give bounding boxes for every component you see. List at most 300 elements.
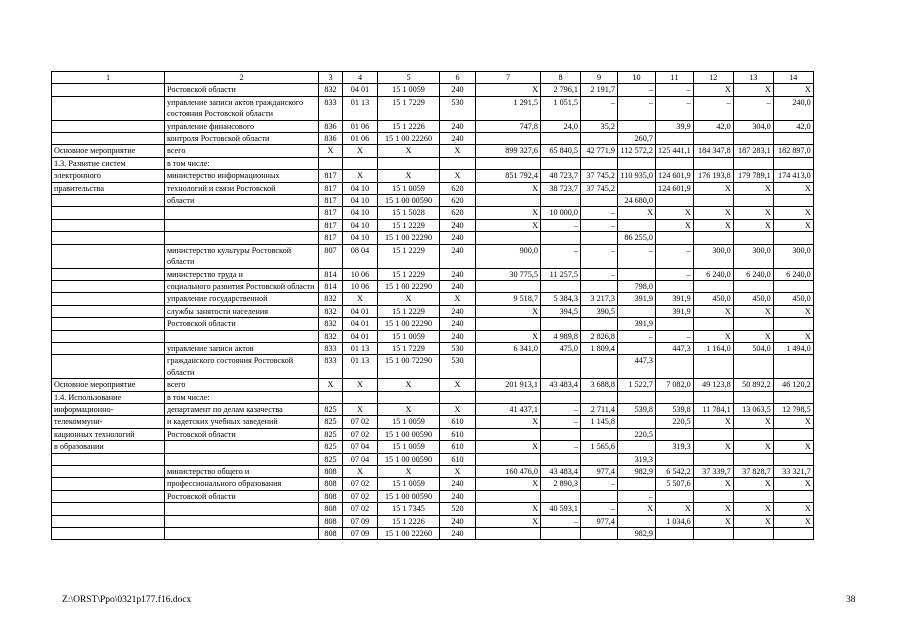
cell-y2015: 1 145,8 (581, 416, 618, 428)
cell-vr: 530 (440, 342, 476, 354)
cell-csr: X (378, 403, 440, 415)
cell-y2014: 4 989,8 (541, 330, 581, 342)
cell-vr: 240 (440, 528, 476, 540)
cell-csr: 15 1 2226 (378, 515, 440, 527)
cell-executor: управление государственной (165, 293, 319, 305)
cell-csr: 15 1 00 22290 (378, 318, 440, 330)
cell-measure: телекоммуни- (52, 416, 165, 428)
cell-csr: X (378, 145, 440, 157)
cell-total: X (476, 478, 541, 490)
cell-y2019 (733, 232, 773, 244)
table-row (52, 490, 814, 502)
cell-y2019: X (733, 84, 773, 96)
cell-y2017: – (656, 84, 694, 96)
table-row (52, 170, 814, 182)
cell-y2018: X (693, 515, 733, 527)
cell-csr: 15 1 00 22290 (378, 232, 440, 244)
cell-y2016: – (618, 330, 656, 342)
cell-y2016: 447,3 (618, 355, 656, 379)
cell-y2019: 504,0 (733, 342, 773, 354)
cell-executor: социального развития Ростовской области (165, 280, 319, 292)
cell-measure (52, 453, 165, 465)
cell-y2018 (693, 157, 733, 169)
table-row (52, 330, 814, 342)
cell-y2018: X (693, 478, 733, 490)
cell-grbs: 808 (319, 503, 343, 515)
cell-total (476, 280, 541, 292)
cell-y2015: – (581, 244, 618, 268)
cell-grbs: 825 (319, 416, 343, 428)
cell-y2020 (773, 428, 813, 440)
cell-rzpr: X (343, 379, 378, 391)
table-row (52, 280, 814, 292)
cell-vr: X (440, 170, 476, 182)
cell-total: X (476, 441, 541, 453)
cell-csr: 15 1 00 22290 (378, 280, 440, 292)
cell-executor: гражданского состояния Ростовской области (165, 355, 319, 379)
cell-executor: всего (165, 145, 319, 157)
cell-grbs: 832 (319, 293, 343, 305)
cell-y2018: 1 164,0 (693, 342, 733, 354)
cell-y2018 (693, 428, 733, 440)
cell-vr: 520 (440, 503, 476, 515)
cell-y2017: 7 082,0 (656, 379, 694, 391)
cell-y2020: 450,0 (773, 293, 813, 305)
cell-y2017 (656, 195, 694, 207)
cell-y2020: X (773, 478, 813, 490)
cell-y2014: 48 723,7 (541, 170, 581, 182)
cell-measure: кационных технологий (52, 428, 165, 440)
cell-measure (52, 293, 165, 305)
cell-measure: Основное мероприятие (52, 145, 165, 157)
cell-y2014 (541, 428, 581, 440)
cell-y2016: 110 935,0 (618, 170, 656, 182)
cell-total: X (476, 503, 541, 515)
cell-measure (52, 342, 165, 354)
cell-y2016: 391,9 (618, 318, 656, 330)
header-cell: 3 (319, 72, 343, 84)
header-cell: 1 (52, 72, 165, 84)
cell-y2020: X (773, 503, 813, 515)
cell-total (476, 490, 541, 502)
cell-vr: 240 (440, 219, 476, 231)
cell-y2020: X (773, 330, 813, 342)
cell-y2017 (656, 453, 694, 465)
table-row (52, 441, 814, 453)
cell-y2016 (618, 120, 656, 132)
table-row (52, 120, 814, 132)
cell-measure: электронного (52, 170, 165, 182)
cell-executor (165, 207, 319, 219)
cell-csr: 15 1 00 00590 (378, 490, 440, 502)
cell-executor: всего (165, 379, 319, 391)
cell-y2017: 1 034,6 (656, 515, 694, 527)
table-row (52, 293, 814, 305)
cell-y2016: – (618, 244, 656, 268)
cell-vr: 240 (440, 515, 476, 527)
cell-rzpr: 07 04 (343, 453, 378, 465)
cell-y2015: 1 809,4 (581, 342, 618, 354)
cell-y2017: 125 441,1 (656, 145, 694, 157)
cell-csr: 15 1 7229 (378, 342, 440, 354)
cell-y2019: X (733, 330, 773, 342)
cell-executor (165, 453, 319, 465)
cell-y2019: X (733, 207, 773, 219)
cell-y2018: X (693, 84, 733, 96)
cell-executor (165, 528, 319, 540)
header-cell: 4 (343, 72, 378, 84)
cell-grbs: X (319, 145, 343, 157)
cell-y2017 (656, 280, 694, 292)
cell-y2016: 798,0 (618, 280, 656, 292)
cell-y2020 (773, 195, 813, 207)
cell-y2018: 11 784,1 (693, 403, 733, 415)
cell-csr (378, 157, 440, 169)
cell-rzpr: 01 06 (343, 133, 378, 145)
header-cell: 9 (581, 72, 618, 84)
cell-y2017: X (656, 219, 694, 231)
cell-vr: 240 (440, 490, 476, 502)
cell-csr: 15 1 2229 (378, 219, 440, 231)
table-row (52, 195, 814, 207)
cell-rzpr: 07 02 (343, 503, 378, 515)
cell-y2014: 43 483,4 (541, 466, 581, 478)
cell-executor: технологий и связи Ростовской (165, 182, 319, 194)
cell-grbs: 817 (319, 219, 343, 231)
cell-total: 900,0 (476, 244, 541, 268)
cell-y2015: – (581, 207, 618, 219)
cell-y2020 (773, 232, 813, 244)
cell-y2018 (693, 133, 733, 145)
cell-csr: 15 1 00 22260 (378, 528, 440, 540)
cell-y2016: 539,8 (618, 403, 656, 415)
cell-grbs: 817 (319, 195, 343, 207)
cell-y2016 (618, 182, 656, 194)
cell-rzpr (343, 391, 378, 403)
cell-y2019 (733, 528, 773, 540)
cell-rzpr: 04 10 (343, 182, 378, 194)
cell-y2014: 11 257,5 (541, 268, 581, 280)
cell-vr: 610 (440, 441, 476, 453)
cell-csr: 15 1 0059 (378, 330, 440, 342)
cell-vr: 240 (440, 133, 476, 145)
cell-y2014: 2 890,3 (541, 478, 581, 490)
cell-rzpr: 10 06 (343, 268, 378, 280)
cell-csr: 15 1 00 00590 (378, 453, 440, 465)
cell-y2014 (541, 490, 581, 502)
cell-rzpr: X (343, 403, 378, 415)
cell-total: X (476, 84, 541, 96)
cell-total (476, 428, 541, 440)
table-row (52, 133, 814, 145)
cell-y2018: 450,0 (693, 293, 733, 305)
cell-y2020: 240,0 (773, 96, 813, 120)
cell-y2017: 6 542,2 (656, 466, 694, 478)
cell-executor (165, 219, 319, 231)
cell-y2014: 10 000,0 (541, 207, 581, 219)
cell-y2014: – (541, 244, 581, 268)
cell-total: 41 437,1 (476, 403, 541, 415)
table-row (52, 403, 814, 415)
cell-vr: 610 (440, 453, 476, 465)
cell-vr: 240 (440, 330, 476, 342)
cell-y2019: 300,0 (733, 244, 773, 268)
cell-grbs: 832 (319, 330, 343, 342)
cell-y2020 (773, 157, 813, 169)
cell-rzpr: 07 02 (343, 478, 378, 490)
cell-y2017: – (656, 268, 694, 280)
cell-y2014: 43 483,4 (541, 379, 581, 391)
cell-measure (52, 503, 165, 515)
cell-y2016: 1 522,7 (618, 379, 656, 391)
cell-total (476, 133, 541, 145)
cell-y2020: X (773, 84, 813, 96)
cell-y2014: 2 796,1 (541, 84, 581, 96)
cell-y2018 (693, 528, 733, 540)
cell-y2015: – (581, 219, 618, 231)
cell-executor: управление записи актов (165, 342, 319, 354)
cell-executor (165, 515, 319, 527)
table-row (52, 219, 814, 231)
cell-y2015: – (581, 503, 618, 515)
cell-y2018: 42,0 (693, 120, 733, 132)
table-row (52, 379, 814, 391)
cell-y2014 (541, 157, 581, 169)
cell-total: 201 913,1 (476, 379, 541, 391)
cell-measure (52, 355, 165, 379)
cell-executor: управление финансового (165, 120, 319, 132)
cell-y2020 (773, 391, 813, 403)
cell-total: X (476, 305, 541, 317)
table-row (52, 232, 814, 244)
table-row (52, 342, 814, 354)
cell-rzpr: 04 10 (343, 232, 378, 244)
cell-executor (165, 441, 319, 453)
cell-vr: 620 (440, 207, 476, 219)
cell-y2015 (581, 391, 618, 403)
cell-rzpr: 07 09 (343, 515, 378, 527)
cell-y2017: 447,3 (656, 342, 694, 354)
cell-y2019: 6 240,0 (733, 268, 773, 280)
cell-y2017: 5 507,6 (656, 478, 694, 490)
cell-vr: 240 (440, 305, 476, 317)
cell-y2015: 390,5 (581, 305, 618, 317)
cell-executor: министерство общего и (165, 466, 319, 478)
cell-total (476, 195, 541, 207)
cell-y2015 (581, 157, 618, 169)
cell-y2017: 124 601,9 (656, 170, 694, 182)
cell-y2018: X (693, 219, 733, 231)
cell-vr: 240 (440, 84, 476, 96)
cell-measure (52, 515, 165, 527)
cell-grbs: 836 (319, 120, 343, 132)
cell-rzpr: 07 04 (343, 441, 378, 453)
cell-y2020: 1 494,0 (773, 342, 813, 354)
cell-y2018 (693, 355, 733, 379)
cell-y2015 (581, 133, 618, 145)
cell-csr: 15 1 0059 (378, 478, 440, 490)
cell-rzpr: 01 13 (343, 342, 378, 354)
cell-y2014 (541, 528, 581, 540)
cell-vr: 240 (440, 232, 476, 244)
cell-total: 9 518,7 (476, 293, 541, 305)
cell-y2014 (541, 133, 581, 145)
cell-y2014: 40 593,1 (541, 503, 581, 515)
cell-rzpr (343, 157, 378, 169)
table-row (52, 268, 814, 280)
cell-grbs: 808 (319, 515, 343, 527)
cell-total (476, 453, 541, 465)
cell-y2019 (733, 318, 773, 330)
cell-y2017 (656, 318, 694, 330)
cell-vr: 240 (440, 120, 476, 132)
cell-vr: 240 (440, 244, 476, 268)
cell-measure (52, 268, 165, 280)
cell-y2020 (773, 133, 813, 145)
cell-y2017 (656, 133, 694, 145)
table-row (52, 84, 814, 96)
cell-y2015 (581, 355, 618, 379)
cell-y2020: X (773, 219, 813, 231)
cell-y2020 (773, 453, 813, 465)
cell-executor: Ростовской области (165, 84, 319, 96)
cell-rzpr: X (343, 145, 378, 157)
cell-y2017: – (656, 330, 694, 342)
cell-y2015: 2 191,7 (581, 84, 618, 96)
cell-csr: 15 1 0059 (378, 416, 440, 428)
cell-y2016 (618, 305, 656, 317)
cell-y2017: 391,9 (656, 293, 694, 305)
cell-y2018: X (693, 330, 733, 342)
header-cell: 6 (440, 72, 476, 84)
cell-grbs: 825 (319, 441, 343, 453)
cell-vr (440, 391, 476, 403)
cell-measure (52, 96, 165, 120)
cell-rzpr: 07 09 (343, 528, 378, 540)
cell-measure: 1.3. Развитие систем (52, 157, 165, 169)
cell-measure (52, 490, 165, 502)
cell-y2020: 33 321,7 (773, 466, 813, 478)
table-row (52, 391, 814, 403)
cell-rzpr: X (343, 293, 378, 305)
table-row (52, 515, 814, 527)
cell-total (476, 318, 541, 330)
cell-csr: 15 1 00 22260 (378, 133, 440, 145)
cell-y2016: 319,3 (618, 453, 656, 465)
cell-grbs: 825 (319, 453, 343, 465)
cell-vr: 240 (440, 478, 476, 490)
cell-y2015: – (581, 96, 618, 120)
cell-vr: 240 (440, 318, 476, 330)
cell-csr: 15 1 00 00590 (378, 428, 440, 440)
table-row (52, 305, 814, 317)
cell-total (476, 391, 541, 403)
cell-y2019 (733, 428, 773, 440)
table-row (52, 416, 814, 428)
cell-y2017: 124 601,9 (656, 182, 694, 194)
cell-y2015: 1 565,6 (581, 441, 618, 453)
table-row (52, 207, 814, 219)
cell-y2014: 65 840,5 (541, 145, 581, 157)
cell-vr: X (440, 379, 476, 391)
cell-grbs: 808 (319, 490, 343, 502)
cell-y2016 (618, 391, 656, 403)
cell-y2020: 6 240,0 (773, 268, 813, 280)
cell-vr: 530 (440, 96, 476, 120)
cell-y2018: – (693, 96, 733, 120)
table-row (52, 466, 814, 478)
header-cell: 12 (693, 72, 733, 84)
cell-rzpr: 01 13 (343, 96, 378, 120)
cell-y2015 (581, 280, 618, 292)
cell-measure (52, 219, 165, 231)
cell-executor: министерство информационных (165, 170, 319, 182)
cell-y2020 (773, 280, 813, 292)
cell-vr: X (440, 466, 476, 478)
cell-y2020: 42,0 (773, 120, 813, 132)
cell-grbs: 817 (319, 232, 343, 244)
cell-y2019 (733, 195, 773, 207)
cell-y2017 (656, 428, 694, 440)
cell-csr: 15 1 2229 (378, 305, 440, 317)
cell-y2018: 176 193,8 (693, 170, 733, 182)
cell-total: 1 291,5 (476, 96, 541, 120)
cell-y2014: 394,5 (541, 305, 581, 317)
cell-y2016: 982,9 (618, 466, 656, 478)
cell-rzpr: X (343, 466, 378, 478)
cell-csr: 15 1 00 00590 (378, 195, 440, 207)
cell-grbs: 817 (319, 182, 343, 194)
cell-y2016: 260,7 (618, 133, 656, 145)
cell-y2020: X (773, 305, 813, 317)
table-row (52, 318, 814, 330)
cell-y2015 (581, 195, 618, 207)
cell-csr: 15 1 7229 (378, 96, 440, 120)
cell-rzpr: 07 02 (343, 428, 378, 440)
cell-y2017: X (656, 503, 694, 515)
cell-grbs: 833 (319, 342, 343, 354)
cell-y2015: 42 771,9 (581, 145, 618, 157)
cell-total: X (476, 207, 541, 219)
cell-executor (165, 330, 319, 342)
cell-vr: X (440, 145, 476, 157)
cell-y2019: X (733, 219, 773, 231)
cell-total: 899 327,6 (476, 145, 541, 157)
cell-measure (52, 195, 165, 207)
header-cell: 2 (165, 72, 319, 84)
cell-rzpr: 07 02 (343, 490, 378, 502)
cell-y2015: 35,2 (581, 120, 618, 132)
cell-rzpr: X (343, 170, 378, 182)
cell-y2019: 304,0 (733, 120, 773, 132)
cell-y2020 (773, 490, 813, 502)
table-row (52, 182, 814, 194)
cell-y2019: 187 283,1 (733, 145, 773, 157)
cell-y2019: 13 063,5 (733, 403, 773, 415)
cell-measure (52, 84, 165, 96)
cell-y2016 (618, 268, 656, 280)
cell-y2019: X (733, 305, 773, 317)
cell-y2015 (581, 428, 618, 440)
cell-measure: в образовании (52, 441, 165, 453)
cell-grbs: 832 (319, 305, 343, 317)
cell-grbs: 808 (319, 528, 343, 540)
cell-y2018: 37 339,7 (693, 466, 733, 478)
cell-y2017: 319,3 (656, 441, 694, 453)
cell-grbs: 814 (319, 280, 343, 292)
cell-y2020: 174 413,0 (773, 170, 813, 182)
cell-y2019: X (733, 182, 773, 194)
